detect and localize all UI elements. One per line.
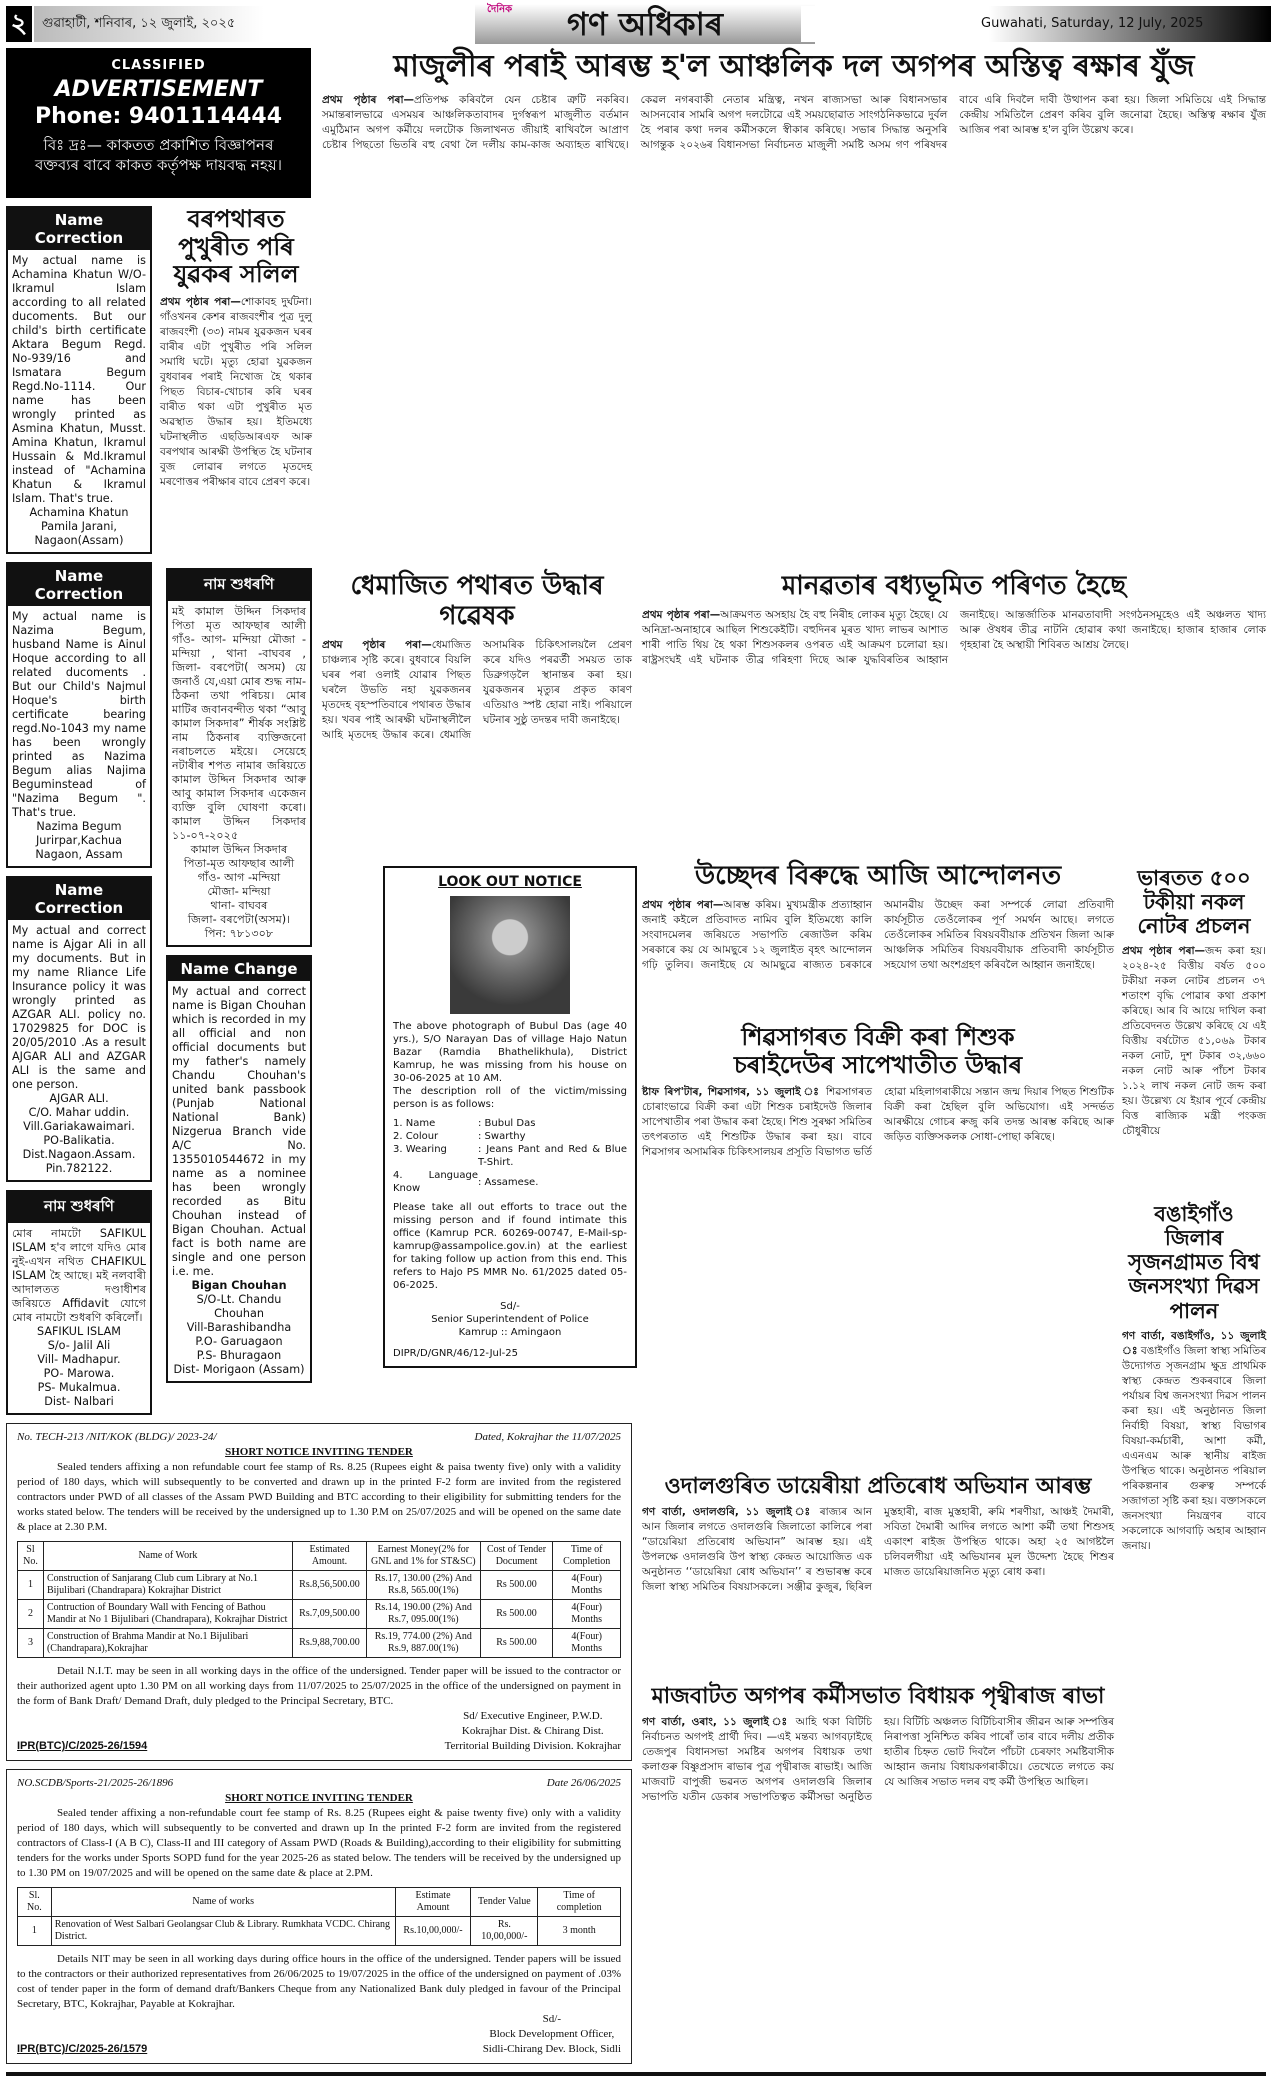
table-row: 1 Construction of Sanjarang Club cum Library at No.1 Bijulibari (Chandrapara) Kokrajhar District Rs.8,56,500.00 Rs.17, 130.00 (2%) And Rs.8, 565.00(1%) Rs 500.00 4(Four) Months [18, 1571, 621, 1600]
look-out-notice [383, 866, 637, 1368]
story-body: গণ বাৰ্তা, বঙাইগাঁও, ১১ জুলাই ঃ বঙাইগাঁও জিলা স্বাস্থ্য সমিতিৰ উদ্যোগত সৃজনগ্ৰাম ক্ষুদ্ৰ প্ৰাথমিক স্বাস্থ্য কেন্দ্ৰত শুকৰবাৰে জিলা পৰ্যায়ৰ বিশ্ব জনসংখ্যা দিৱস পালন কৰা হয়। এই অনুষ্ঠানত জিলা নিৰ্বাহী বিষয়া, স্বাস্থ্য বিভাগৰ বিষয়া-কৰ্মচাৰী, আশা কৰ্মী, এএনএম আৰু স্থানীয় ৰাইজ উপস্থিত থাকে। অনুষ্ঠানত পৰিয়াল পৰিকল্পনাৰ গুৰুত্ব সম্পৰ্কে সজাগতা সৃষ্টি কৰা হয়। বক্তাসকলে জনসংখ্যা নিয়ন্ত্ৰণৰ বাবে সকলোকে আগবাঢ়ি অহাৰ আহ্বান জনায়। [1122, 1329, 1266, 1552]
humanity-story [642, 572, 1266, 668]
headline: উচ্ছেদৰ বিৰুদ্ধে আজি আন্দোলনত [694, 861, 1062, 891]
tender-body: Sealed tenders affixing a non refundable court fee stamp of Rs. 8.25 (Rupees eight & paisa twenty five) only with a validity period of 180 days, which will subsequently to be converted and drawn up in the printed F-2 form are invited from the registered contractors under PWD of all classes of the Assam PWD Building and BTC according to their eligibility for submitting tenders for the works stated below. The tenders will be received by the undersigned up to 1.30 P.M on 25/07/2025 and will be opened on the same date & place at 2.30 P.M. [17, 1461, 621, 1533]
headline: মাজুলীৰ পৰাই আৰম্ভ হ'ল আঞ্চলিক দল অগপৰ অস্তিত্ব ৰক্ষাৰ যুঁজ [393, 49, 1195, 84]
date-english: Guwahati, Saturday, 12 July, 2025 [801, 6, 1271, 42]
ad-name-correction-2 [6, 562, 152, 868]
story-body: প্ৰথম পৃষ্ঠাৰ পৰা—প্ৰতিপক্ষ কৰিবলৈ যেন চেষ্টাৰ ত্ৰুটি নকৰিব। সমান্তৰালভাৱে এসময়ৰ আঞ্চলিকতাবাদৰ দুৰ্গস্বৰূপ মাজুলীত বৰ্তমান এমুঠিমান অগপ কৰ্মীয়ে দলটোক জিলাখনত জীয়াই ৰাখিবলৈ আপ্ৰাণ চেষ্টাৰ পিছতো ভিতৰি বহু বেথা লৈ দলীয় কাম-কাজ অব্যাহত ৰাখিছে। কেৱল নগৰবাকী নেতাৰ মন্ত্ৰিত্ব, নখন ৰাজ্যসভা আৰু বিধানসভাৰ আসনবোৰ সামৰি অগপ দলটোৱে এই সময়ছোৱাত সাংগঠনিকভাৱে দুৰ্বল হৈ পৰাৰ কথা দলৰ কৰ্মীসকলে স্বীকাৰ কৰিছে। সভাৰ সিদ্ধান্ত অনুসৰি আগন্তুক ২০২৬ৰ বিধানসভা নিৰ্বাচনত মাজুলী সমষ্টি অসম গণ পৰিষদৰ বাবে এৰি দিবলৈ দাবী উত্থাপন কৰা হয়। জিলা সমিতিয়ে এই সিদ্ধান্ত কেন্দ্ৰীয় সমিতিলৈ প্ৰেৰণ কৰিব বুলি জনোৱা হৈছে। অস্তিত্ব ৰক্ষাৰ যুঁজ আজিৰ পৰা আৰম্ভ হ'ল বুলি উল্লেখ কৰে। [322, 93, 1266, 151]
ad-text: মোৰ নামটো SAFIKUL ISLAM হ'ব লাগে যদিও মোৰ নুই-এখন নথিত CHAFIKUL ISLAM হৈ আছে। মই নলবাৰী আদালতত দণ্ডাধীশৰ জৰিয়তে Affidavit যোগে মোৰ নামটো শুধৰণি কৰিলোঁ। [12, 1227, 146, 1324]
disclaimer: বিঃ দ্ৰঃ— কাকতত প্ৰকাশিত বিজ্ঞাপনৰ বক্তব্যৰ বাবে কাকত কৰ্তৃপক্ষ দায়বদ্ধ নহয়। [34, 136, 283, 174]
ad-text: My actual and correct name is Bigan Chouhan which is recorded in my all official and non official documents but my father's namely Chandu Chouhan's united bank passbook (Punjab National National Bank) Nizgerua Branch vide A/C No. 1355010544672 in my name as a nominee has been wrongly recorded as Bitu Chouhan instead of Bigan Chouhan. Actual fact is both name are single and one person i.e. me. [172, 985, 306, 1278]
tender-notice-2 [6, 1769, 632, 2064]
tender-signature: Sd/ Executive Engineer, P.W.D. Kokrajhar Dist. & Chirang Dist. Territorial Building Division. Kokrajhar [444, 1710, 621, 1752]
ad-title: নাম শুধৰণি [168, 570, 310, 601]
fake-notes-story [1122, 866, 1266, 1139]
story-body: প্ৰথম পৃষ্ঠাৰ পৰা—শোকাবহ দুৰ্ঘটনা। গাঁওখনৰ কেশৰ ৰাজবংশীৰ পুত্ৰ দুলু ৰাজবংশী (৩৩) নামৰ যুৱকজন ঘৰৰ বাৰীৰ এটা পুখুৰীত পৰি সলিল সমাধি ঘটে। মৃত্যু হোৱা যুৱকজন বুধবাৰৰ পৰাই নিখোজ হৈ থকাৰ পিছত বিচাৰ-খোচাৰ কৰি ঘৰৰ বাৰীত থকা এটা পুখুৰীত মৃত অৱস্থাত উদ্ধাৰ হয়। ইতিমধ্যে ঘটনাস্থলীত এছডিআৰএফ আৰু বৰপথাৰ আৰক্ষী উপস্থিত হৈ ঘটনাৰ বুজ লোৱাৰ লগতে মৃতদেহ মৰণোত্তৰ পৰীক্ষাৰ বাবে প্ৰেৰণ কৰে। [160, 295, 312, 488]
ad-name-change [166, 955, 312, 1383]
tender-signature: Sd/- Block Development Officer, Sidli-Chirang Dev. Block, Sidli [482, 2013, 621, 2055]
story-body: প্ৰথম পৃষ্ঠাৰ পৰা—জব্দ কৰা হয়।২০২৪-২৫ বিত্তীয় বৰ্ষত ৫০০ টকীয়া নকল নোটৰ প্ৰচলন ৩৭ শতাংশ বৃদ্ধি পোৱাৰ কথা প্ৰকাশ কৰিছে। আৰ বি আয়ে দাখিল কৰা প্ৰতিবেদনত উল্লেখ কৰিছে যে এই বিত্তীয় বৰ্ষটোত ৫১,০৬৯ টকাৰ নকল নোট, দুশ টকাৰ ৩২,৬৬০ নকল নোট আৰু পাঁচশ টকাৰ ১.১২ লাখ নকল নোট জব্দ কৰা হয়। উল্লেখ্য যে ইয়াৰ পূৰ্বে কেন্দ্ৰীয় বিত্ত ৰাজ্যিক মন্ত্ৰী পংকজ চৌধুৰীয়ে [1122, 945, 1266, 1138]
story-body: গণ বাৰ্তা, ওৰাং, ১১ জুলাই ঃ আহি থকা বিটিচি নিৰ্বাচনত অগপই প্ৰাৰ্থী দিব। —এই মন্তব্য আগবঢ়াইছে তেজপুৰ বিধানসভা সমষ্টিৰ অগপৰ বিধায়ক তথা কলাগুৰু বিষ্ণুপ্ৰসাদ ৰাভাৰ পুত্ৰ পৃথ্বীৰাজ ৰাভাই। আজি মাজবাট বাপুজী ভৱনত অগপৰ ওদালগুৰি জিলাৰ সভাপতি যতীন ডেকাৰ সভাপতিত্বত কৰ্মীসভা অনুষ্ঠিত হয়। বিটিচি অঞ্চলত বিটিচিবাসীৰ জীৱন আৰু সম্পত্তিৰ নিৰাপত্তা সুনিশ্চিত কৰিব পাৰোঁ তাৰ বাবে দলীয় প্ৰতীক হাতীৰ চিহ্নত ভোট দিবলৈ পাঁচটা চেৰফাং সমষ্টিবাসীক আহ্বান জনায় বিধায়কগৰাকীয়ে। তেখেতে লগতে কয় যে আজিৰ সভাত দলৰ বহু কৰ্মী উপস্থিত আছিল। [642, 1716, 1114, 1804]
tender-body: Sealed tender affixing a non-refundable court fee stamp of Rs. 8.25 (Rupees eight & paise twenty five) only with a validity period of 180 days, which will subsequently to be converted and drawn up In the printed F-2 form are invited from the registered contractors of Class-I (A B C), Class-II and III category of Assam PWD (Roads & Building),according to their eligibility for submitting tenders for the works under Sports SOPD fund for the year 2025-26 as stated below. The tenders will be received by the undersigned up to 1.30 PM on 19/07/2025 and will be opened on the same date & place at 2.PM. [17, 1807, 621, 1879]
ad-signature: কামাল উদ্দিন সিকদাৰ পিতা-মৃত আফছাৰ আলী গাঁও- আগ -মন্দিয়া মৌজা- মন্দিয়া থানা- বাঘবৰ জিলা- বৰপেটা(অসম)। পিন: ৭৮১৩০৮ [183, 843, 295, 940]
tender-title: SHORT NOTICE INVITING TENDER [225, 1446, 413, 1458]
logo-small: দৈনিক [487, 4, 513, 15]
table-row: 1 Renovation of West Salbari Geolangsar Club & Library. Rumkhata VCDC. Chirang District. Rs.10,00,000/- Rs. 10,00,000/- 3 month [18, 1917, 621, 1946]
bongaigaon-story [1122, 1202, 1266, 1554]
ad-text: My actual name is Achamina Khatun W/O- Ikramul Islam according to all related ducoments. But our child's birth certificate Aktara Begum Regd. No-939/16 and Ismatara Begum Regd.No-1114. Our name has been wrongly printed as Asmina Khatun, Musst. Amina Khatun, Ikramul Hussain & Md.Ikramul instead of "Achamina Khatun & Ikramul Islam. That's true. [12, 254, 146, 505]
bottom-rule [6, 2072, 1266, 2076]
majuli-story [322, 50, 1266, 153]
ad-signature: SAFIKUL ISLAM S/o- Jalil Ali Vill- Madhapur. PO- Marowa. PS- Mukalmua. Dist- Nalbari [37, 1325, 121, 1408]
ad-title: নাম শুধৰণি [8, 1192, 150, 1223]
tender-ref: IPR(BTC)/C/2025-26/1579 [17, 2043, 148, 2055]
tender-title: SHORT NOTICE INVITING TENDER [225, 1792, 413, 1804]
udalguri-story [642, 1474, 1114, 1595]
headline: মানৱতাৰ বধ্যভূমিত পৰিণত হৈছে [781, 571, 1127, 601]
ad-text: মই কামাল উদ্দিন সিকদাৰ পিতা মৃত আফছাৰ আলী গাঁও- আগ- মন্দিয়া মৌজা - মন্দিয়া , থানা -বাঘবৰ , জিলা- বৰপেটা( অসম) য়ে জনাওঁ যে,এয়া মোৰ শুদ্ধ নাম-ঠিকনা তথা পৰিচয়। মোৰ মাটিৰ জবানবন্দীত থকা “আবু কামাল সিকদাৰ” শীৰ্ষক সংশ্লিষ্ট নাম ঠিকনাৰ ব্যক্তিজনো নৰাচলতে মইয়ে। সেয়েহে নটাৰীৰ শপত নামাৰ জৰিয়তে কামাল উদ্দিন সিকদাৰ আৰু আবু কামাল সিকদাৰ একেজন ব্যক্তি বুলি ঘোষণা কৰো।কামাল উদ্দিন সিকদাৰ ১১-০৭-২০২৫ [172, 605, 306, 842]
ad-text: My actual name is Nazima Begum, husband Name is Ainul Hoque according to all related ducoments . But our Child's Najmul Hoque's birth certificate bearing regd.No-1043 my name has been wrongly printed as Nazima Begum alias Najima Beguminstead of "Nazima Begum ". That's true. [12, 610, 146, 819]
ad-name-correction-5 [166, 568, 312, 947]
classified-col-b [166, 568, 312, 1383]
dhemaji-story [322, 572, 632, 743]
eviction-story [642, 862, 1114, 973]
headline: বঙাইগাঁও জিলাৰ সৃজনগ্ৰামত বিশ্ব জনসংখ্যা দিৱস পালন [1128, 1202, 1260, 1323]
ad-signature: Achamina Khatun Pamila Jarani, Nagaon(Assam) [29, 506, 129, 547]
ad-name-correction-4 [6, 1190, 152, 1415]
tender-number: No. TECH-213 /NIT/KOK (BLDG)/ 2023-24/ [17, 1431, 217, 1443]
missing-person-photo [450, 896, 570, 1014]
page-number: ২ [6, 6, 32, 42]
ad-title: Name Correction [8, 564, 150, 606]
ad-name-correction-3 [6, 876, 152, 1182]
story-body: প্ৰথম পৃষ্ঠাৰ পৰা—আৰম্ভ কৰিম। মুখ্যমন্ত্ৰীক প্ৰত্যাহ্বান জনাই কইলে প্ৰতিবাদত নামিব বুলি ইতিমধ্যে কালি সংবাদমেলৰ জৰিয়তে সভাপতি ৰেজাউল কৰিম সৰকাৰে কয় যে আমছুৰে ১২ জুলাইত বৃহৎ আন্দোলন গঢ়ি তুলিব। জনাইছে যে আমছুৱে ৰাজ্যত চৰকাৰে অমানৱীয় উচ্ছেদ কৰা সম্পৰ্কে লোৱা প্ৰতিবাদী কাৰ্যসূচীত তেওঁলোকৰ পূৰ্ণ সমৰ্থন আছে। লগতে তেওঁলোকৰ সমিতিৰ বিষয়ববীয়াক প্ৰতিখন জিলা আৰু আঞ্চলিক সমিতিৰ বিষয়ববীয়াক প্ৰতিবাদী কাৰ্যসূচীত সহযোগ তথা অংশগ্ৰহণ কৰিবলৈ আহ্বান জনাইছে। [642, 898, 1114, 971]
advertisement-label: ADVERTISEMENT [54, 77, 263, 102]
tender-date: Date 26/06/2025 [546, 1777, 621, 1789]
ad-name-correction-1 [6, 206, 152, 554]
ad-title: Name Change [168, 957, 310, 981]
table-row: 2 Contruction of Boundary Wall with Fencing of Bathou Mandir at No 1 Bijulibari (Chandrapara), Kokrajhar District Rs.7,09,500.00 Rs.14, 190.00 (2%) And Rs.7, 095.00(1%) Rs 500.00 4(Four) Months [18, 1600, 621, 1629]
headline: বৰপথাৰত পুখুৰীত পৰি যুৱকৰ সলিল [173, 205, 299, 289]
borpathar-story [160, 206, 312, 490]
ad-signature: AJGAR ALI. C/O. Mahar uddin. Vill.Gariakawaimari. PO-Balikatia. Dist.Nagaon.Assam. Pin.782122. [22, 1092, 136, 1175]
classified-label: CLASSIFIED [111, 58, 206, 73]
notice-title: LOOK OUT NOTICE [438, 874, 582, 890]
tender-table: Sl No. Name of Work Estimated Amount. Earnest Money(2% for GNL and 1% for ST&SC) Cost of Tender Document Time of Completion 1 Construction of Sanjarang Club cum Library at No.1 Bijulibari (Chandrapara) Kokrajhar District Rs.8,56,500.00 Rs.17, 130.00 (2%) And Rs.8, 565.00(1%) Rs 500.00 4(Four) Months 2 Contruction of Boundary Wall with Fencing of Bathou Mandir at No 1 Bijulibari (Chandrapara), Kokrajhar District Rs.7,09,500.00 Rs.14, 190.00 (2%) And Rs.7, 095.00(1%) Rs 500.00 4(Four) Months 3 Construction of Brahma Mandir at No.1 Bijulibari (Chandrapara),Kokrajhar Rs.9,88,700.00 Rs.19, 774.00 (2%) And Rs.9, 887.00(1%) Rs 500.00 4(Four) Months [17, 1541, 621, 1658]
date-assamese: গুৱাহাটী, শনিবাৰ, ১২ জুলাই, ২০২৫ [34, 6, 264, 42]
ad-title: Name Correction [8, 208, 150, 250]
table-row: 3 Construction of Brahma Mandir at No.1 Bijulibari (Chandrapara),Kokrajhar Rs.9,88,700.00 Rs.19, 774.00 (2%) And Rs.9, 887.00(1%) Rs 500.00 4(Four) Months [18, 1629, 621, 1658]
masthead [0, 0, 1271, 44]
headline: মাজবাটত অগপৰ কৰ্মীসভাত বিধায়ক পৃথ্বীৰাজ ৰাভা [651, 1684, 1105, 1709]
notice-ref: DIPR/D/GNR/46/12-Jul-25 [393, 1348, 518, 1359]
story-body: প্ৰথম পৃষ্ঠাৰ পৰা—ধেমাজিত চাঞ্চল্যৰ সৃষ্টি কৰে। বুধবাৰে বিয়লি ঘৰৰ পৰা ওলাই যোৱাৰ পিছত ঘৰলৈ উভতি নহা যুৱকজনৰ মৃতদেহ বৃহস্পতিবাৰে পথাৰত উদ্ধাৰ হয়। খবৰ পাই আৰক্ষী ঘটনাস্থলীলৈ আহি মৃতদেহ উদ্ধাৰ কৰে। ধেমাজি অসামৰিক চিকিৎসালয়লৈ প্ৰেৰণ কৰে যদিও পৰৱৰ্তী সময়ত তাক ডিব্ৰুগড়লৈ স্থানান্তৰ কৰা হয়। যুৱকজনৰ মৃত্যুৰ প্ৰকৃত কাৰণ এতিয়াও স্পষ্ট হোৱা নাই। পৰিয়ালে ঘটনাৰ সুষ্ঠু তদন্তৰ দাবী জনাইছে। [322, 638, 632, 741]
ad-title: Name Correction [8, 878, 150, 920]
headline: শিৱসাগৰত বিক্ৰী কৰা শিশুক চৰাইদেউৰ সাপেখাতীত উদ্ধাৰ [733, 1023, 1023, 1079]
tender-table: Sl. No. Name of works Estimate Amount Tender Value Time of completion 1 Renovation of West Salbari Geolangsar Club & Library. Rumkhata VCDC. Chirang District. Rs.10,00,000/- Rs. 10,00,000/- 3 month [17, 1887, 621, 1946]
ad-signature: Bigan Chouhan S/O-Lt. Chandu Chouhan Vill-Barashibandha P.O- Garuagaon P.S- Bhuragaon Dist- Morigaon (Assam) [173, 1279, 305, 1376]
story-body: গণ বাৰ্তা, ওদালগুৰি, ১১ জুলাই ঃ ৰাজ্যৰ আন আন জিলাৰ লগতে ওদালগুৰি জিলাতো কালিৰে পৰা “ডায়েৰিয়া প্ৰতিৰোধ অভিযান” আৰম্ভ হয়। এই উপলক্ষে ওদালগুৰি উপ স্বাস্থ্য কেন্দ্ৰত আয়োজিত এক অনুষ্ঠানত ‘‘ডায়েৰিয়া ৰোধ অভিযান’’ ৰ শুভাৰম্ভ কৰে জিলা স্বাস্থ্য সমিতিৰ বিষয়াসকলে। সঞ্জীৱ কুজুৰ, ছিৰিল মুস্তহাৰী, ৰাজ মুস্তহাৰী, ৰুমি শৰণীয়া, আঞ্চই দৈমাৰী, সবিতা দৈমাৰী আদিৰ লগতে আশা কৰ্মী তথা শিশুসহ একাংশ ৰাইজ উপস্থিত থাকে। অহা ২৫ আগষ্টলৈ চলিবলগীয়া এই অভিযানৰ মূল উদ্দেশ্য হৈছে শিশুৰ মাজত ডায়েৰিয়াজনিত মৃত্যু ৰোধ কৰা। [642, 1506, 1114, 1594]
tender-footer: Details NIT may be seen in all working days during office hours in the office of the undersigned. Tender papers will be issued to the contractors or their authorized representatives from 26/06/2025 to 19/07/2025 in the office of the undersigned on payment of .03% cost of tender paper in the form of demand draft/Bankers Cheque from any Nationalized Bank duly pledged in favour of the Principal Secretary, BTC, Kokrajhar, Payable at Kokrajhar. [17, 1953, 621, 2010]
newspaper-logo [475, 4, 815, 44]
description-table: 1. Name : Bubul Das 2. Colour : Swarthy 3. Wearing : Jeans Pant and Red & Blue T-Shirt. 4. Language Know : Assamese. [393, 1118, 627, 1194]
sivasagar-story [642, 1024, 1114, 1160]
classified-banner [6, 48, 311, 198]
tender-footer: Detail N.I.T. may be seen in all working days in the office of the undersigned. Tender paper will be issued to the contractor or their authorized agent upto 1.30 PM on all working days from 11/07/2025 to 25/07/2025 in the office of the undersigned on payment in the form of Bank Draft/ Demand Draft, duly pledged to the Principal Secretary, BTC. [17, 1665, 621, 1707]
classified-col-a [6, 206, 152, 1415]
tender-date: Dated, Kokrajhar the 11/07/2025 [474, 1431, 621, 1443]
headline: ভাৰতত ৫০০ টকীয়া নকল নোটৰ প্ৰচলন [1137, 866, 1251, 939]
ad-signature: Nazima Begum Jurirpar,Kachua Nagaon, Assam [35, 820, 123, 861]
tender-number: NO.SCDB/Sports-21/2025-26/1896 [17, 1777, 174, 1789]
majbat-story [642, 1684, 1114, 1805]
story-body: প্ৰথম পৃষ্ঠাৰ পৰা—আক্ৰমণত অসহায় হৈ বহু নিৰীহ লোকৰ মৃত্যু হৈছে। যে অনিদ্ৰা-অনাহাৰে আছিল শিশুকেইটি। বহুদিনৰ মূৰত খাদ্য লাভৰ আশাত শাৰী পাতি থিয় হৈ থকা শিশুসকলৰ ওপৰত এই আক্ৰমণ চলোৱা হয়। ৰাষ্ট্ৰসংঘই এই ঘটনাক তীব্ৰ গৰিহণা দিছে আৰু যুদ্ধবিৰতিৰ আহ্বান জনাইছে। আন্তৰ্জাতিক মানৱতাবাদী সংগঠনসমূহেও এই অঞ্চলত খাদ্য আৰু ঔষধৰ তীব্ৰ নাটনি হোৱাৰ কথা জনাইছে। হাজাৰ হাজাৰ লোক গৃহহাৰা হৈ অস্থায়ী শিবিৰত আশ্ৰয় লৈছে। [642, 608, 1266, 666]
logo-text: গণ অধিকাৰ [567, 5, 723, 43]
phone-number: Phone: 9401114444 [34, 104, 283, 129]
story-body: ষ্টাফ ৰিপ'টাৰ, শিৱসাগৰ, ১১ জুলাই ঃ শিৱসাগৰত চোৰাংভাৱে বিক্ৰী কৰা এটা শিশুক চৰাইদেউ জিলাৰ সাপেখাতীৰ পৰা উদ্ধাৰ কৰা হৈছে। শিশু সুৰক্ষা সমিতিৰ তৎপৰতাত এই শিশুটিক উদ্ধাৰ কৰা হয়। বাবে শিৱসাগৰ অসামৰিক চিকিৎসালয়ৰ প্ৰসূতি বিভাগত ভৰ্তি হোৱা মহিলাগৰাকীয়ে সন্তান জন্ম দিয়াৰ পিছত শিশুটিক বিক্ৰী কৰা হৈছিল বুলি অভিযোগ। এই সন্দৰ্ভত আৰক্ষীয়ে গোচৰ ৰুজু কৰি তদন্ত আৰম্ভ কৰিছে আৰু জড়িত ব্যক্তিসকলক সোধা-পোছা কৰিছে। [642, 1086, 1114, 1159]
tender-ref: IPR(BTC)/C/2025-26/1594 [17, 1740, 148, 1752]
ad-text: My actual and correct name is Ajgar Ali in all my documents. But in my name Rliance Life Insurance policy it was wrongly printed as AZGAR ALI. policy no. 17029825 for DOC is 20/05/2010 .As a result AJGAR ALI and AZGAR ALI is the same and one person. [12, 924, 146, 1091]
tender-notice-1 [6, 1423, 632, 1761]
notice-body: The above photograph of Bubul Das (age 40 yrs.), S/O Narayan Das of village Hajo Natun Bazar (Ramdia Bhathelikhula), District Kamrup, he was missing from his house on 30-06-2025 at 10 AM. The description roll of the victim/missing person is as follows: 1. Name : Bubul Das 2. Colour : Swarthy 3. Wearing : Jeans Pant and Red & Blue T-Shirt. 4. Language Know : Assamese. Please take all out efforts to trace out the missing person and if found intimate this office (Kamrup PCR. 60269-00747, E-Mail-sp-kamrup@assampolice.gov.in) at the earliest for taking follow up action from this end. This refers to Hajo PS MMR No. 61/2025 dated 05-06-2025. Sd/- Senior Superintendent of Police Kamrup :: Amingaon DIPR/D/GNR/46/12-Jul-25 [393, 1021, 627, 1359]
headline: ওদালগুৰিত ডায়েৰীয়া প্ৰতিৰোধ অভিযান আৰম্ভ [664, 1474, 1092, 1499]
headline: ধেমাজিত পথাৰত উদ্ধাৰ গৱেষক [350, 571, 604, 631]
